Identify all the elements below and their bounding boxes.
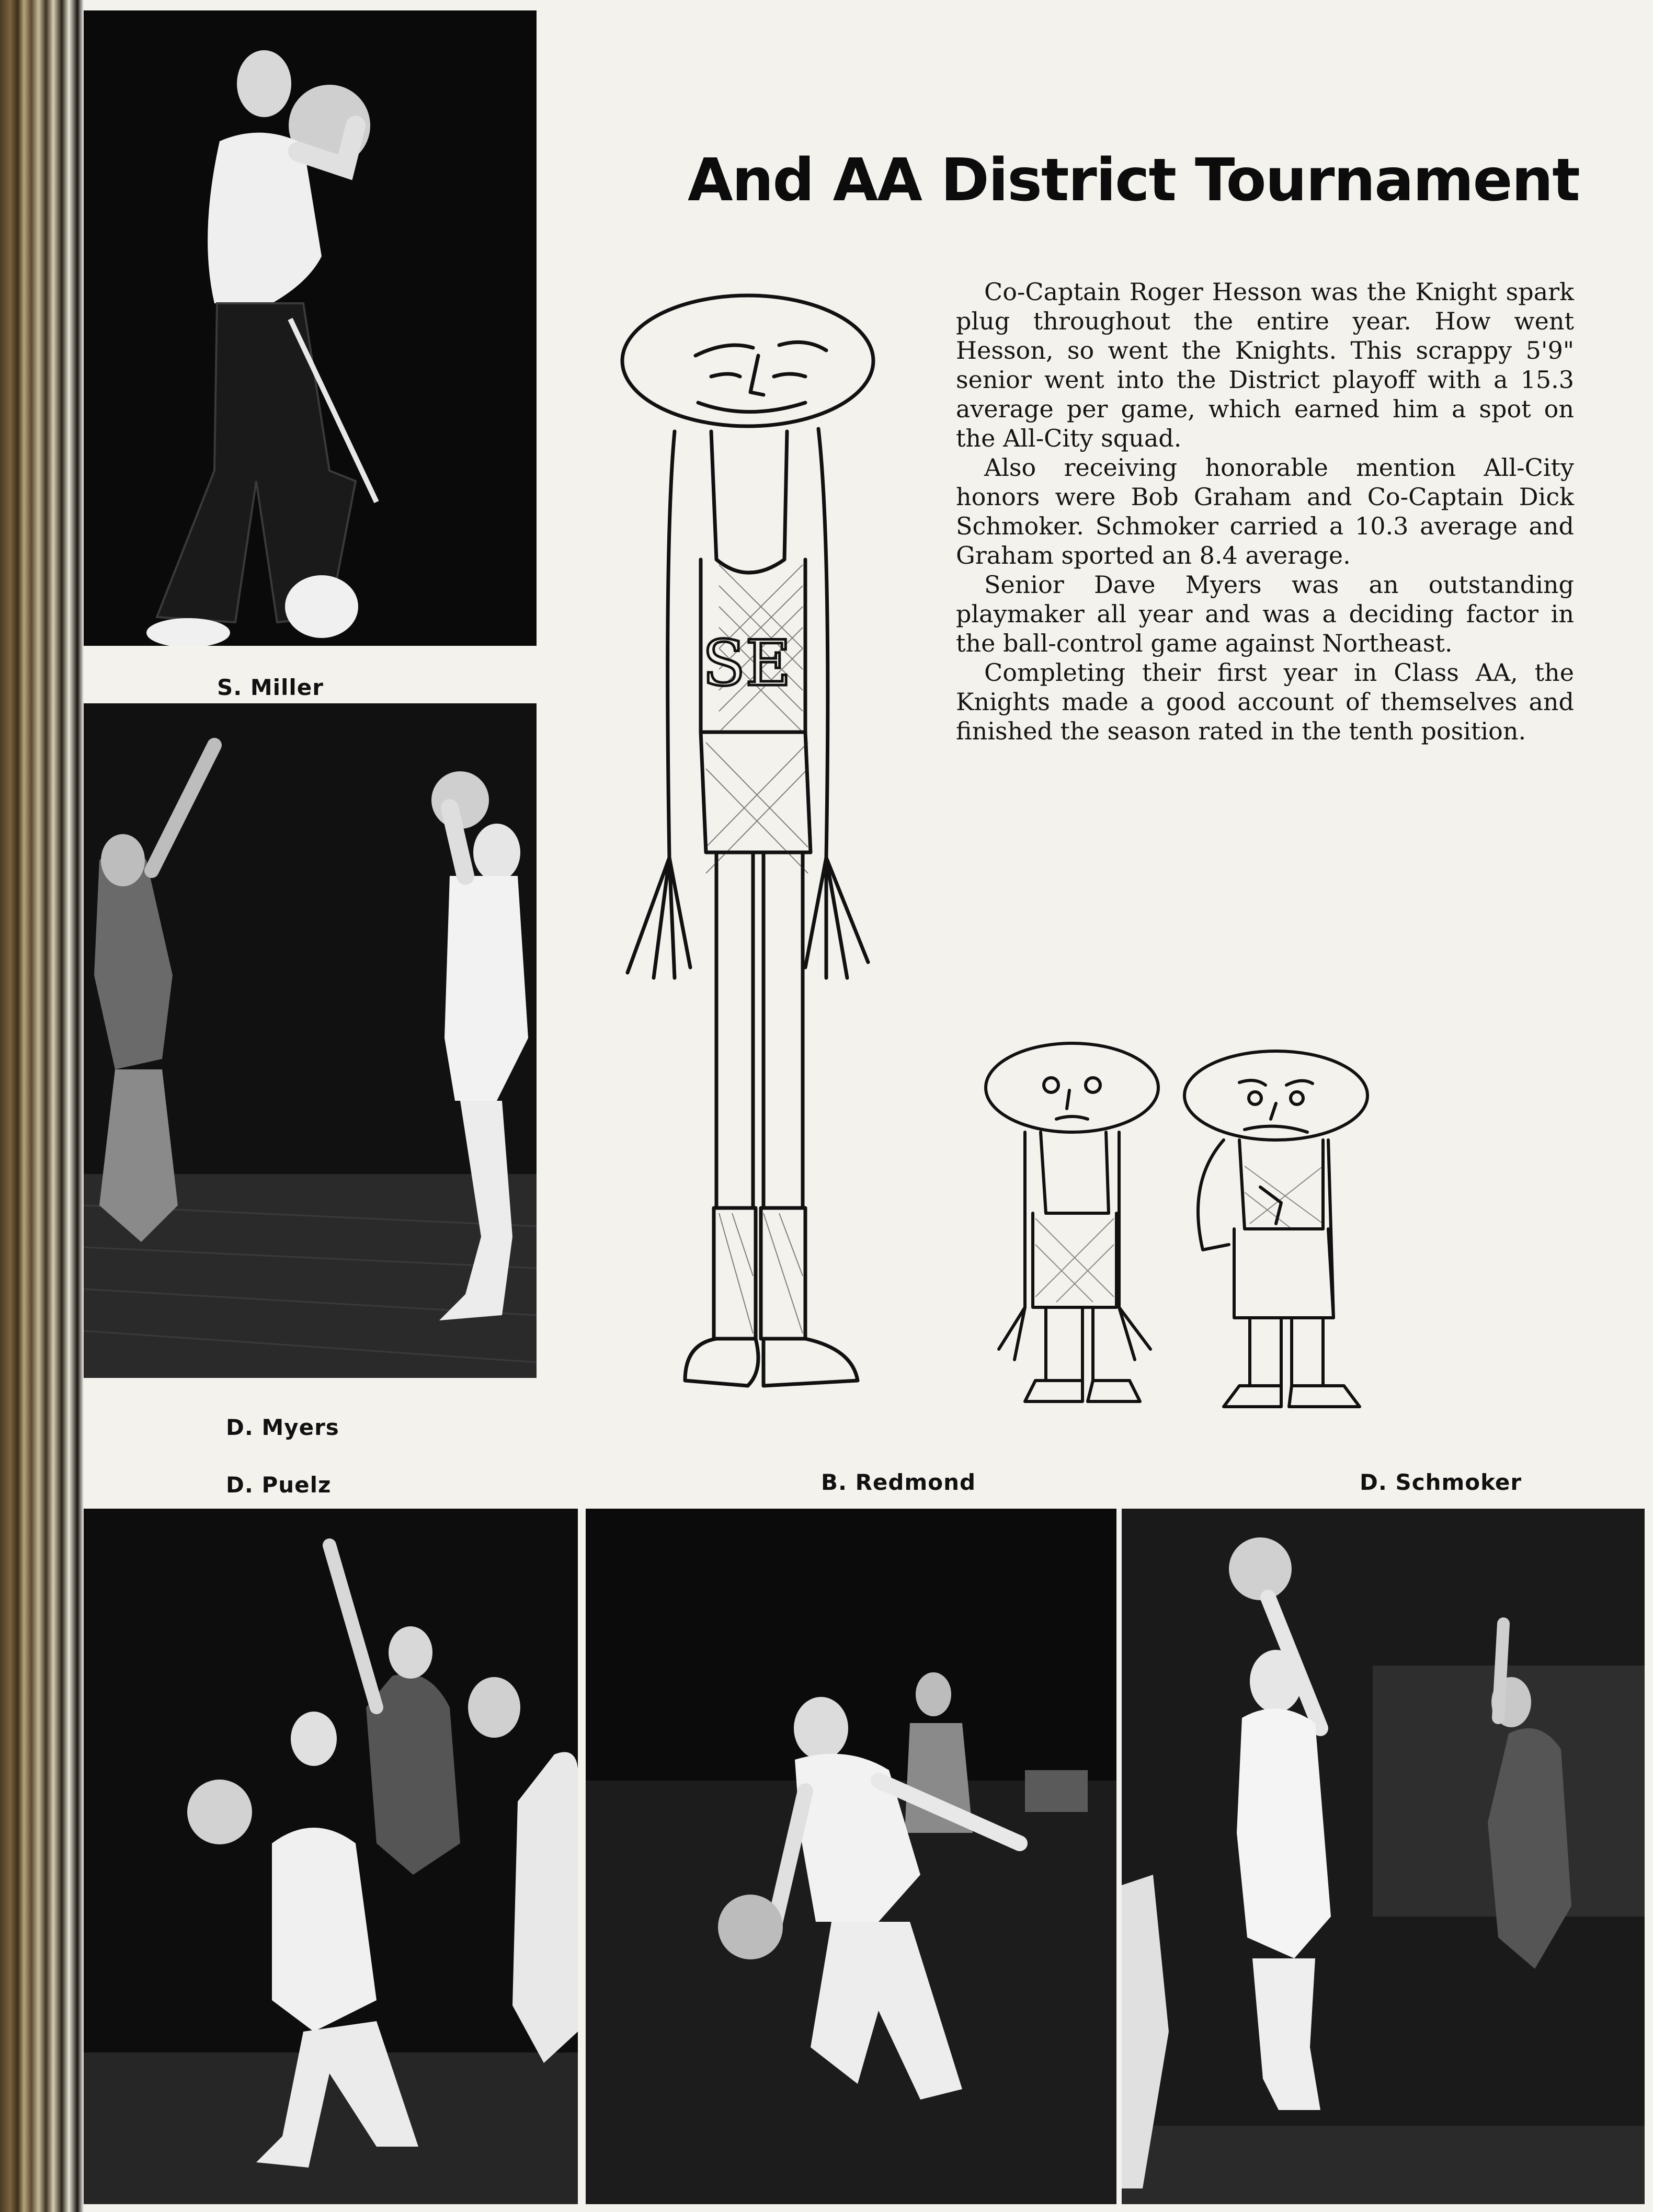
- article-paragraph: Completing their first year in Class AA, the Knights made a good account of themselves and finished the season rated in the tenth position.: [956, 658, 1574, 745]
- small-player-cartoon-left: [978, 1035, 1166, 1412]
- small-player-cartoon-right: [1156, 1046, 1391, 1412]
- article-paragraph: Co-Captain Roger Hesson was the Knight spark plug throughout the entire year. How went Hesson, so went the Knights. This scrappy 5'9" senior went into the District playoff with a 15.3 average per game, which earned him a spot on the All-City squad.: [956, 278, 1574, 452]
- photo-redmond: [586, 1509, 1116, 2204]
- photo-miller: [84, 10, 537, 646]
- photo-puelz: [84, 1509, 578, 2204]
- caption-myers: D. Myers: [226, 1415, 339, 1440]
- article-body: [956, 277, 1574, 746]
- photo-myers: [84, 703, 537, 1378]
- caption-schmoker: D. Schmoker: [1360, 1469, 1522, 1495]
- page-title: And AA District Tournament: [688, 146, 1579, 214]
- tall-player-cartoon: [607, 282, 899, 1412]
- caption-miller: S. Miller: [217, 675, 324, 700]
- yearbook-binding: [0, 0, 84, 2212]
- caption-redmond: B. Redmond: [821, 1469, 976, 1495]
- article-paragraph: Senior Dave Myers was an outstanding playmaker all year and was a deciding factor in the ball-control game against Northeast.: [956, 571, 1574, 657]
- jersey-lettering: SE: [702, 628, 791, 700]
- caption-puelz: D. Puelz: [226, 1472, 332, 1498]
- photo-schmoker: [1122, 1509, 1645, 2204]
- article-paragraph: Also receiving honorable mention All-City honors were Bob Graham and Co-Captain Dick Schmoker. Schmoker carried a 10.3 average and Graham sported an 8.4 average.: [956, 453, 1574, 569]
